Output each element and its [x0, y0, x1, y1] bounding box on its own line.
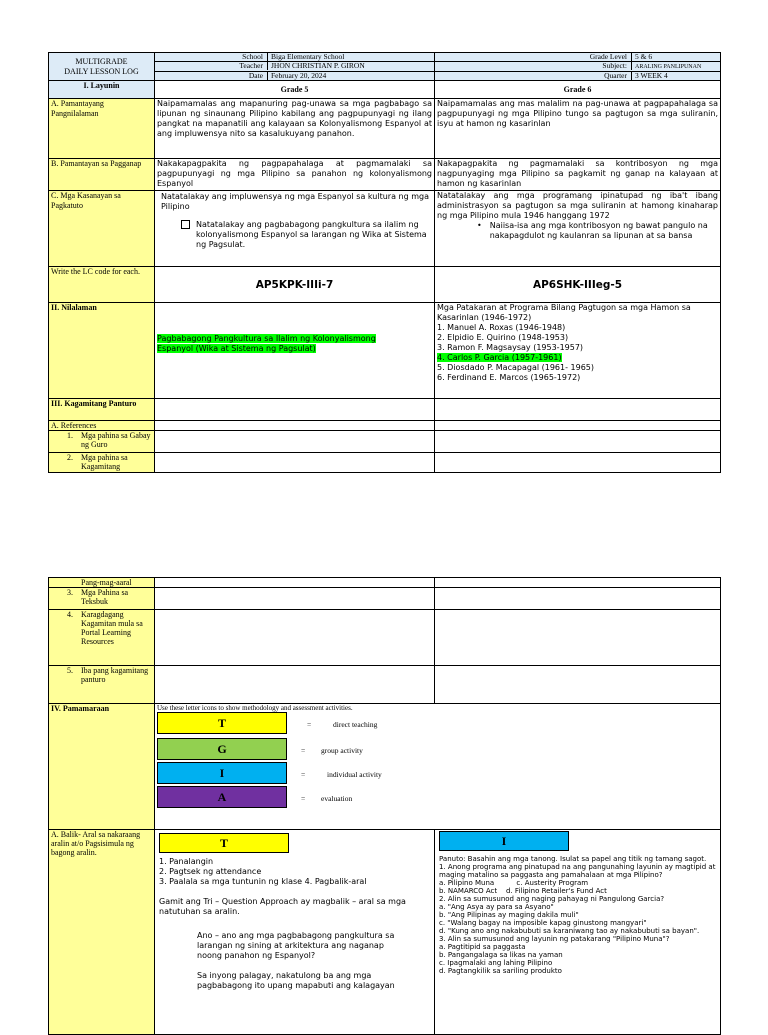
- bullet-icon: •: [477, 221, 482, 230]
- legend-description: evaluation: [321, 794, 353, 803]
- pamamaraan-legend-cell: [155, 704, 721, 830]
- header-table: [48, 52, 721, 81]
- legend-icon-a: A: [157, 786, 287, 808]
- balik-aral-step: 1. Panalangin: [159, 857, 214, 866]
- quiz-line: a. "Ang Asya ay para sa Asyano": [439, 903, 554, 911]
- item4-g6: [435, 610, 721, 666]
- references-g6: [435, 421, 721, 431]
- quiz-line: 2. Alin sa sumusunod ang naging pahayag ni Pangulong Garcia?: [439, 895, 665, 903]
- balik-aral-label: A. Balik- Aral sa nakaraang aralin at/o Pagsisimula ng bagong aralin.: [49, 830, 155, 1035]
- individual-activity-icon: I: [439, 831, 569, 851]
- item5-number: 5.: [67, 666, 73, 675]
- kagamitan-g5: [155, 399, 435, 421]
- quarter-label: Quarter: [435, 72, 632, 80]
- quiz-line: d. "Kung ano ang nakabubuti sa karaniwang tao ay nakabubuti sa bayan".: [439, 927, 700, 935]
- kagamitan-item3: [49, 588, 155, 610]
- item2-number: 2.: [67, 453, 73, 462]
- item3-g5: [155, 588, 435, 610]
- kasanayan-g5-sub: Natatalakay ang pagbabagong pangkultura sa ilalim ng kolonyalismong Espanyol sa larangan ng Wika at Sistema ng Pagsulat.: [196, 220, 427, 249]
- date-label: Date: [155, 72, 268, 80]
- president-list-item: 2. Elpidio E. Quirino (1948-1953): [437, 333, 569, 342]
- item5-text: Iba pang kagamitang panturo: [81, 666, 149, 684]
- item3-text: Mga Pahina sa Teksbuk: [81, 588, 129, 606]
- kasanayan-g6-main: Natatalakay ang mga programang ipinatupad ng iba't ibang administrasyon sa pagtugon sa mga suliranin at hamong kinaharap ng mga Pilipino mula 1946 hanggang 1972: [437, 191, 718, 220]
- grade-level-row: [435, 53, 721, 62]
- nilalaman-g5-line2: Espanyol (Wika at Sistema ng Pagsulat): [157, 343, 316, 353]
- balik-aral-g5-question1: Ano – ano ang mga pagbabagong pangkultura sa larangan ng sining at arkitektura ang naganap noong panahon ng Espanyol?: [197, 931, 395, 960]
- grade-level-value: 5 & 6: [635, 52, 653, 61]
- balik-aral-g5-para: Gamit ang Tri – Question Approach ay magbalik – aral sa mga natutuhan sa aralin.: [159, 897, 406, 916]
- teacher-row: [155, 62, 435, 72]
- grade5-heading: Grade 5: [155, 81, 435, 99]
- legend-equals: =: [301, 770, 306, 779]
- references-g5: [155, 421, 435, 431]
- legend-description: individual activity: [327, 770, 382, 779]
- nilalaman-g5: [155, 303, 435, 399]
- pagganap-g6: Nakapagpakita ng pagmamalaki sa kontribosyon ng mga nagpunyaging mga Pilipino sa pagkamit ng ganap na kalayaan at hamon ng kasarinlan: [435, 159, 721, 191]
- quiz-line: a. Pagtitipid sa paggasta: [439, 943, 526, 951]
- item2b-g5: [155, 578, 435, 588]
- objectives-table: [48, 80, 721, 473]
- item2-g5: [155, 453, 435, 473]
- lc-code-g6: AP6SHK-IIIeg-5: [435, 267, 721, 303]
- lc-code-g5: AP5KPK-IIIi-7: [155, 267, 435, 303]
- quiz-line: b. NAMARCO Act d. Filipino Retailer's Fund Act: [439, 887, 607, 895]
- subject-label: Subject:: [435, 62, 632, 70]
- balik-aral-step: 3. Paalala sa mga tuntunin ng klase 4. Pagbalik-aral: [159, 877, 367, 886]
- continued-table: [48, 577, 721, 1035]
- pamamaraan-label: IV. Pamamaraan: [49, 704, 155, 830]
- president-list: [437, 323, 718, 383]
- kasanayan-g6-sub: Naiisa-isa ang mga kontribosyon ng bawat pangulo na nakapagdulot ng kaulanran sa lipunan at sa bansa: [489, 221, 708, 240]
- quiz-line: d. Pagtangkilik sa sariling produkto: [439, 967, 562, 975]
- legend-icon-t: T: [157, 712, 287, 734]
- kasanayan-g5-sub-row: [181, 220, 432, 250]
- item4-g5: [155, 610, 435, 666]
- kagamitan-item2: [49, 453, 155, 473]
- president-list-item: 4. Carlos P. Garcia (1957-1961): [437, 353, 562, 362]
- references-label: A. References: [49, 421, 155, 431]
- item2b-g6: [435, 578, 721, 588]
- president-list-item: 5. Diosdado P. Macapagal (1961- 1965): [437, 363, 595, 372]
- grade-level-label: Grade Level: [435, 53, 632, 61]
- item3-g6: [435, 588, 721, 610]
- balik-aral-step: 2. Pagtsek ng attendance: [159, 867, 262, 876]
- quiz-line: c. "Walang bagay na imposible kapag ginustong mangyari": [439, 919, 647, 927]
- legend-description: group activity: [321, 746, 363, 755]
- lc-code-label: Write the LC code for each.: [49, 267, 155, 303]
- president-list-item: 1. Manuel A. Roxas (1946-1948): [437, 323, 566, 332]
- subject-row: [435, 62, 721, 72]
- legend-description: direct teaching: [333, 720, 378, 729]
- school-value: Biga Elementary School: [271, 52, 345, 61]
- grade6-heading: Grade 6: [435, 81, 721, 99]
- item1-text: Mga pahina sa Gabay ng Guro: [81, 431, 151, 449]
- direct-teaching-icon: T: [159, 833, 289, 853]
- quiz-line: b. Pangangalaga sa likas na yaman: [439, 951, 563, 959]
- kagamitan-g6: [435, 399, 721, 421]
- balik-aral-g5: [155, 830, 435, 1035]
- pamantayang-g6: Naipamamalas ang mas malalim na pag-unawa at pagpapahalaga sa pagpupunyagi ng mga Pilipino tungo sa pagtugon sa mga suliranin, isyu at hamon ng kasarinlan: [435, 99, 721, 159]
- kagamitan-item4: [49, 610, 155, 666]
- item4-text: Karagdagang Kagamitan mula sa Portal Learning Resources: [81, 610, 143, 646]
- president-list-item: 6. Ferdinand E. Marcos (1965-1972): [437, 373, 581, 382]
- lesson-log-page-1: [48, 52, 720, 473]
- quiz-line: b. "Ang Pilipinas ay maging dakila muli": [439, 911, 579, 919]
- quiz-line: 1. Anong programa ang pinatupad na ang pangunahing layunin ay magtipid at maging matalino sa paggasta ang pamahalaan at mga Pilipino?: [439, 863, 718, 879]
- school-label: School: [155, 53, 268, 61]
- item5-g6: [435, 666, 721, 704]
- legend-equals: =: [301, 794, 306, 803]
- item1-g6: [435, 431, 721, 453]
- pamantayang-label: A. Pamantayang Pangnilalaman: [49, 99, 155, 159]
- layunin-heading: I. Layunin: [49, 81, 155, 99]
- legend-equals: =: [301, 746, 306, 755]
- pagganap-label: B. Pamantayan sa Pagganap: [49, 159, 155, 191]
- nilalaman-g5-line1: Pagbabagong Pangkultura sa Ilalim ng Kolonyalismong: [157, 333, 376, 343]
- nilalaman-g6-intro: Mga Patakaran at Programa Bilang Pagtugon sa mga Hamon sa Kasarinlan (1946-1972): [437, 303, 691, 322]
- balik-aral-g5-steps: [159, 857, 430, 887]
- pamamaraan-intro: Use these letter icons to show methodology and assessment activities.: [157, 704, 353, 712]
- president-list-item: 3. Ramon F. Magsaysay (1953-1957): [437, 343, 584, 352]
- quiz-line: Panuto: Basahin ang mga tanong. Isulat sa papel ang titik ng tamang sagot.: [439, 855, 707, 863]
- balik-aral-g6-quiz: [439, 855, 716, 975]
- lesson-log-page-2: [48, 577, 720, 1035]
- quiz-line: a. Pilipino Muna c. Austerity Program: [439, 879, 589, 887]
- kasanayan-g5: [155, 191, 435, 267]
- quarter-value: 3 WEEK 4: [635, 71, 668, 80]
- log-title: MULTIGRADE DAILY LESSON LOG: [49, 53, 155, 81]
- balik-aral-g6: [435, 830, 721, 1035]
- item1-g5: [155, 431, 435, 453]
- item4-number: 4.: [67, 610, 73, 619]
- item5-g5: [155, 666, 435, 704]
- item2-g6: [435, 453, 721, 473]
- legend-icon-g: G: [157, 738, 287, 760]
- kasanayan-label: C. Mga Kasanayan sa Pagkatuto: [49, 191, 155, 267]
- subject-value: ARALING PANLIPUNAN: [635, 64, 702, 70]
- date-value: February 20, 2024: [271, 71, 327, 80]
- kasanayan-g6-sub-row: [477, 221, 718, 241]
- item2-continued: Pang-mag-aaral: [49, 578, 155, 588]
- item2-text-a: Mga pahina sa Kagamitang: [81, 453, 128, 471]
- kasanayan-g6: [435, 191, 721, 267]
- nilalaman-label: II. Nilalaman: [49, 303, 155, 399]
- teacher-label: Teacher: [155, 62, 268, 70]
- checkbox-icon: [181, 220, 190, 229]
- nilalaman-g6: [435, 303, 721, 399]
- quiz-line: 3. Alin sa sumusunod ang layunin ng patakarang "Pilipino Muna"?: [439, 935, 670, 943]
- pamantayang-g5: Naipamamalas ang mapanuring pag-unawa sa mga pagbabago sa lipunan ng sinaunang Pilipino kabilang ang pagpupunyagi ng ilang pangkat na mapanatili ang kalayaan sa Kolonyalismong Espanyol at ang impluwensya nito sa kasalukuyang panahon.: [155, 99, 435, 159]
- legend-equals: =: [307, 720, 312, 729]
- pagganap-g5: Nakakapagpakita ng pagpapahalaga at pagmamalaki sa pagpupunyagi ng mga Pilipino sa panahon ng kolonyalismong Espanyol: [155, 159, 435, 191]
- kagamitan-item5: [49, 666, 155, 704]
- item3-number: 3.: [67, 588, 73, 597]
- kasanayan-g5-main: Natatalakay ang impluwensya ng mga Espanyol sa kultura ng mga Pilipino: [161, 192, 429, 211]
- item1-number: 1.: [67, 431, 73, 440]
- kagamitan-item1: [49, 431, 155, 453]
- teacher-value: JHON CHRISTIAN P. GIRON: [271, 61, 365, 70]
- balik-aral-g5-question2: Sa inyong palagay, nakatulong ba ang mga pagbabagong ito upang mapabuti ang kalagayan: [197, 971, 395, 990]
- legend-icon-i: I: [157, 762, 287, 784]
- kagamitan-label: III. Kagamitang Panturo: [49, 399, 155, 421]
- quiz-line: c. Ipagmalaki ang lahing Pilipino: [439, 959, 553, 967]
